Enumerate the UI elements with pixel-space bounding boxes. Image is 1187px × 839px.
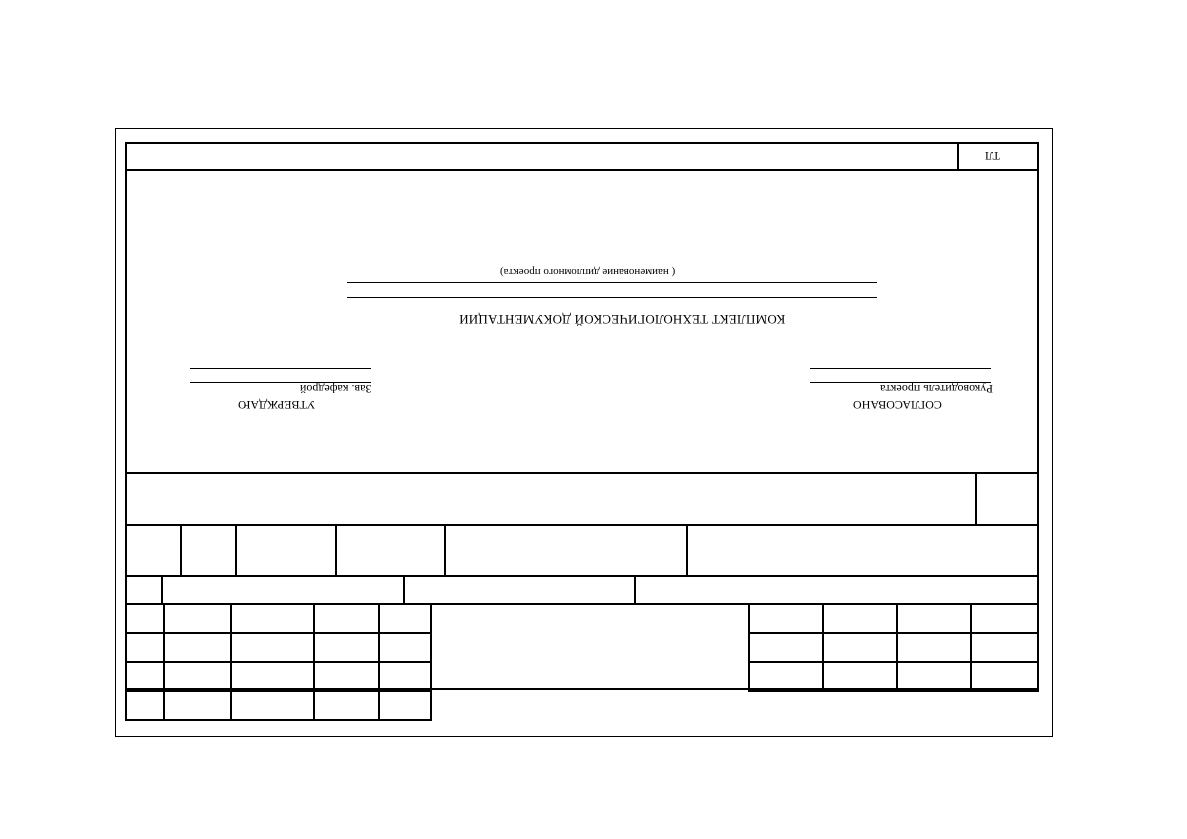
row3-top [125, 575, 1039, 577]
row2-div-2 [235, 524, 237, 576]
row2-top [125, 524, 1039, 526]
right-grid-row [749, 604, 1038, 633]
row2-div-4 [444, 524, 446, 576]
agreed-role: Руководитель проекта [880, 382, 993, 396]
doc-code: ТЛ [985, 149, 1000, 163]
approved-heading: УТВЕРЖДАЮ [238, 398, 316, 412]
approved-signature-line [190, 368, 371, 369]
right-stamp-grid [748, 603, 1039, 692]
left-grid-row [126, 691, 431, 720]
left-stamp-grid [125, 603, 432, 721]
approved-role: Зав. кафедрой [300, 382, 372, 396]
left-grid-row [126, 604, 431, 633]
row2-div-5 [686, 524, 688, 576]
row2-div-3 [335, 524, 337, 576]
agreed-signature-line [810, 368, 991, 369]
row3-div-1 [161, 575, 163, 605]
left-grid-row [126, 633, 431, 662]
row1-divider [975, 472, 977, 525]
project-name-line-lower [347, 297, 877, 298]
top-strip-divider [125, 169, 1039, 171]
main-title: КОМПЛЕКТ ТЕХНОЛОГИЧЕСКОЙ ДОКУМЕНТАЦИИ [459, 312, 786, 327]
project-name-hint: ( наименование дипломного проекта) [500, 266, 676, 278]
code-cell-divider [957, 142, 959, 170]
right-grid-row [749, 662, 1038, 691]
row2-div-1 [180, 524, 182, 576]
lower-section-divider [125, 472, 1039, 474]
agreed-heading: СОГЛАСОВАНО [853, 398, 942, 412]
right-grid-row [749, 633, 1038, 662]
row3-div-3 [634, 575, 636, 605]
left-grid-row [126, 662, 431, 691]
row3-div-2 [403, 575, 405, 605]
project-name-line-upper [347, 282, 877, 283]
